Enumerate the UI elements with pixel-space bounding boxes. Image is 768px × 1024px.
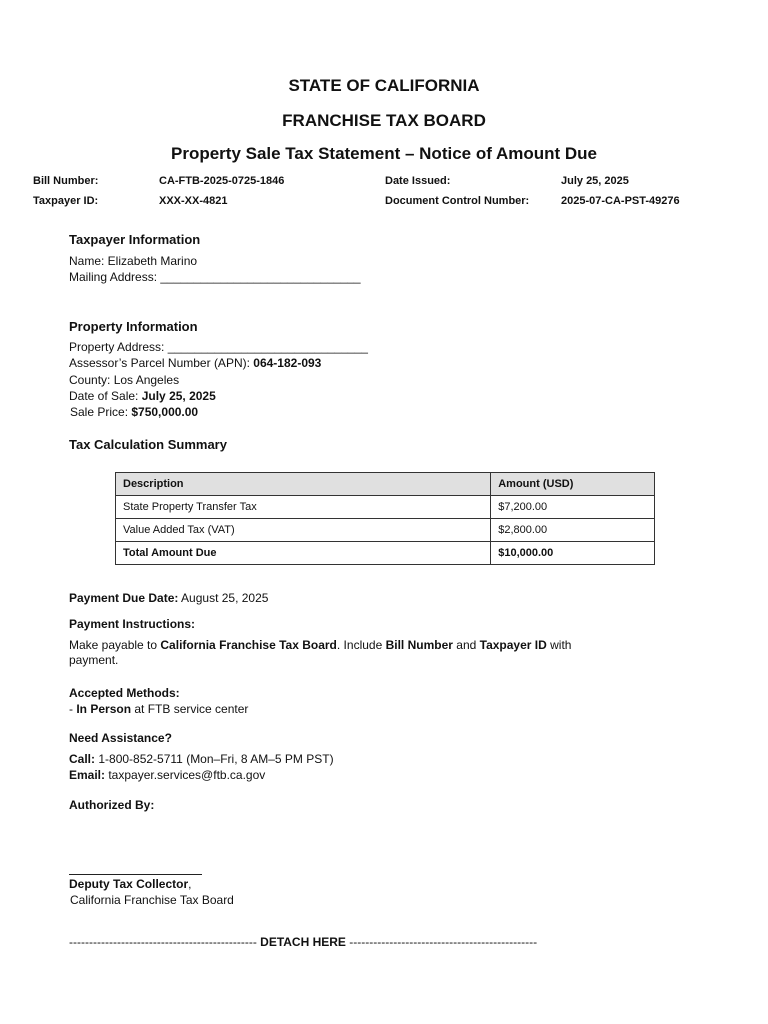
instr-taxpayer: Taxpayer ID — [479, 638, 547, 652]
method-rest: at FTB service center — [131, 702, 249, 716]
apn-label: Assessor’s Parcel Number (APN): — [69, 356, 254, 370]
total-label: Total Amount Due — [116, 542, 491, 565]
sale-price-label: Sale Price: — [70, 405, 132, 419]
property-sale-price — [70, 405, 198, 419]
signer-comma: , — [188, 877, 192, 891]
property-apn — [69, 356, 321, 370]
property-county: County: Los Angeles — [69, 373, 180, 387]
payment-instructions-line1 — [69, 638, 571, 652]
detach-dashes-right: ----------------------------------------------- — [345, 935, 538, 949]
taxpayer-id-value: XXX-XX-4821 — [159, 195, 228, 207]
detach-line — [69, 935, 537, 949]
email-value: taxpayer.services@ftb.ca.gov — [105, 768, 266, 782]
accepted-methods-title: Accepted Methods: — [69, 686, 180, 700]
signer-title: Deputy Tax Collector — [69, 877, 189, 891]
date-of-sale-label: Date of Sale: — [69, 389, 142, 403]
detach-label: DETACH HERE — [260, 935, 346, 949]
row-amount: $7,200.00 — [491, 496, 655, 519]
col-description-header: Description — [116, 473, 491, 496]
total-amount: $10,000.00 — [491, 542, 655, 565]
payment-due-date — [69, 591, 268, 605]
payment-due-value: August 25, 2025 — [178, 591, 269, 605]
tax-summary-table — [115, 472, 655, 565]
taxpayer-name: Name: Elizabeth Marino — [69, 254, 198, 268]
authorized-by-title: Authorized By: — [69, 798, 155, 812]
property-date-of-sale — [69, 389, 216, 403]
taxpayer-mailing-address: Mailing Address: ______________________________ — [69, 270, 361, 284]
taxpayer-info-title: Taxpayer Information — [69, 232, 201, 247]
date-issued-label: Date Issued: — [385, 175, 451, 187]
method-bold: In Person — [76, 702, 132, 716]
table-header-row — [116, 473, 655, 496]
assistance-call — [69, 752, 334, 766]
document-title: Property Sale Tax Statement – Notice of Amount Due — [170, 144, 598, 163]
bill-number-label: Bill Number: — [33, 175, 99, 187]
instr-part2: . Include — [336, 638, 386, 652]
assistance-email — [69, 768, 265, 782]
taxpayer-id-label: Taxpayer ID: — [33, 195, 99, 207]
method-prefix: - — [69, 702, 77, 716]
header-agency: FRANCHISE TAX BOARD — [282, 111, 486, 130]
date-of-sale-value: July 25, 2025 — [141, 389, 216, 403]
row-description: State Property Transfer Tax — [116, 496, 491, 519]
instr-with: with — [546, 638, 572, 652]
col-amount-header: Amount (USD) — [491, 473, 655, 496]
property-address: Property Address: ______________________________ — [69, 340, 368, 354]
detach-dashes-left: ----------------------------------------------- — [69, 935, 261, 949]
assistance-title: Need Assistance? — [69, 731, 172, 745]
tax-summary-title: Tax Calculation Summary — [69, 437, 227, 452]
signature-line — [69, 874, 202, 875]
accepted-method-item — [69, 702, 248, 716]
payment-instructions-line2: payment. — [69, 653, 119, 667]
row-description: Value Added Tax (VAT) — [116, 519, 491, 542]
table-row — [116, 519, 655, 542]
payment-due-label: Payment Due Date: — [69, 591, 179, 605]
instr-bill: Bill Number — [385, 638, 453, 652]
row-amount: $2,800.00 — [491, 519, 655, 542]
call-value: 1-800-852-5711 (Mon–Fri, 8 AM–5 PM PST) — [95, 752, 334, 766]
payment-instructions-title: Payment Instructions: — [69, 617, 196, 631]
property-info-title: Property Information — [69, 319, 198, 334]
signer-organization: California Franchise Tax Board — [70, 893, 234, 907]
email-label: Email: — [69, 768, 106, 782]
bill-number-value: CA-FTB-2025-0725-1846 — [159, 175, 285, 187]
table-row — [116, 496, 655, 519]
apn-value: 064-182-093 — [253, 356, 322, 370]
header-state: STATE OF CALIFORNIA — [288, 76, 480, 95]
document-control-value: 2025-07-CA-PST-49276 — [561, 195, 680, 207]
table-total-row — [116, 542, 655, 565]
document-control-label: Document Control Number: — [385, 195, 530, 207]
call-label: Call: — [69, 752, 96, 766]
instr-part1: Make payable to — [69, 638, 161, 652]
date-issued-value: July 25, 2025 — [561, 175, 629, 187]
instr-and: and — [452, 638, 480, 652]
signer-title-line — [69, 877, 191, 891]
instr-board: California Franchise Tax Board — [160, 638, 337, 652]
sale-price-value: $750,000.00 — [131, 405, 199, 419]
